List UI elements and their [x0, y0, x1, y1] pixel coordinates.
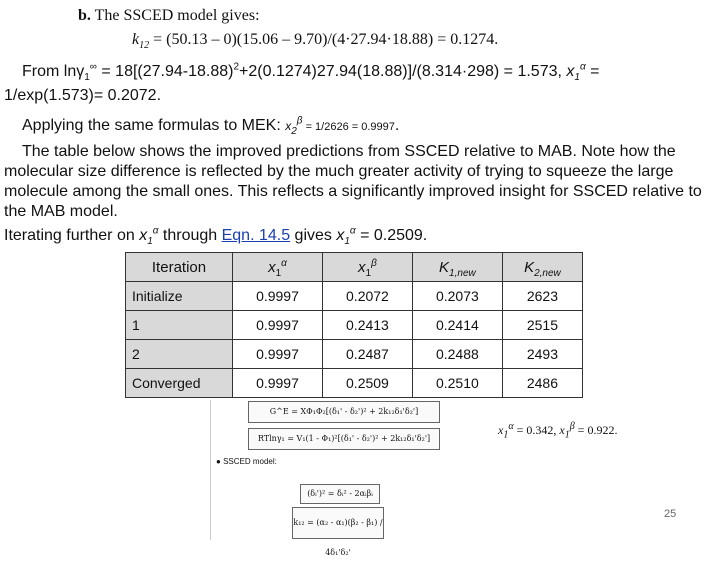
from-sup2: 2 — [233, 61, 240, 73]
k12-equation — [132, 30, 498, 50]
table-cell: 0.2073 — [412, 282, 502, 311]
table-row — [126, 311, 583, 340]
paragraph-line-1: The table below shows the improved predictions from SSCED relative to MAB. Note how the — [22, 143, 676, 160]
from-sup: ∞ — [89, 61, 97, 73]
excess-gibbs-equation: G^E = XΦ₁Φ₂[(δ₁' - δ₂')² + 2k₁₂δ₁'δ₂'] — [248, 401, 440, 423]
iteration-table — [125, 252, 583, 398]
mek-text: Applying the same formulas to MEK: — [22, 117, 286, 134]
mek-x: x — [285, 119, 292, 133]
iterating-line — [4, 226, 427, 246]
gamma-infinity-equation — [22, 62, 599, 82]
paragraph-line-3: molecule among the small ones. This reflects a significantly improved insight for SSCED relative to — [4, 183, 702, 200]
table-cell: 0.9997 — [233, 369, 323, 398]
k12-sub: 12 — [139, 40, 150, 52]
table-cell: 0.9997 — [233, 311, 323, 340]
k12-expression: = (50.13 – 0)(15.06 – 9.70)/(4·27.94·18.88) = 0.1274. — [149, 31, 499, 48]
side-note: $x_1^\alpha = 0.342$, $x_1^\beta = 0.922$. — [498, 421, 618, 441]
exp-result: 1/exp(1.573)= 0.2072. — [4, 87, 162, 104]
header-iteration: Iteration — [126, 253, 233, 282]
table-cell: 0.2509 — [322, 369, 412, 398]
table-cell: 2 — [126, 340, 233, 369]
paragraph-line-2: molecular size difference is reflected by the much greater activity of trying to squeeze the large — [4, 163, 674, 180]
table-cell: 0.2510 — [412, 369, 502, 398]
table-cell: 2486 — [502, 369, 582, 398]
iter-gives: gives — [290, 227, 337, 244]
from-rest: = 18[(27.94-18.88) — [96, 63, 234, 80]
mek-end: . — [394, 117, 400, 134]
paragraph-line-4: the MAB model. — [4, 203, 118, 220]
iter-mid: through — [158, 227, 222, 244]
ssced-model-label — [216, 455, 277, 469]
from-xsup: α — [579, 61, 586, 73]
table-row — [126, 340, 583, 369]
table-row — [126, 369, 583, 398]
header-x1-beta: $x_1^\beta$ — [322, 253, 412, 282]
table-cell: 1 — [126, 311, 233, 340]
iter-x: x — [139, 227, 148, 244]
part-b-text: The SSCED model gives: — [94, 7, 260, 24]
table-row — [126, 282, 583, 311]
header-k1-new: $K_{1,new}$ — [412, 253, 502, 282]
part-b-label: b. — [78, 7, 91, 24]
eqn-14-5-link[interactable]: Eqn. 14.5 — [221, 227, 291, 244]
iter-x2: x — [336, 227, 345, 244]
iter-x2sub: 1 — [344, 236, 350, 248]
ssced-label-text: SSCED model: — [223, 457, 277, 466]
table-cell: 2493 — [502, 340, 582, 369]
from-xsub: 1 — [574, 72, 580, 84]
table-cell: 2623 — [502, 282, 582, 311]
iter-xsub: 1 — [147, 236, 153, 248]
table-cell: 0.2488 — [412, 340, 502, 369]
rt-ln-gamma-equation: RTlnγ₁ = V₁(1 - Φ₁)²[(δ₁' - δ₂')² + 2k₁₂δ₁'δ₂'] — [248, 428, 440, 450]
table-cell: 2515 — [502, 311, 582, 340]
table-header-row — [126, 253, 583, 282]
iter-xsup: α — [152, 225, 159, 237]
from-lead: From lnγ — [22, 63, 85, 80]
iter-x2sup: α — [349, 225, 356, 237]
table-cell: 0.2487 — [322, 340, 412, 369]
table-cell: 0.2414 — [412, 311, 502, 340]
header-x1-alpha: $x_1^\alpha$ — [233, 253, 323, 282]
page-number: 25 — [664, 508, 677, 520]
mek-value: = 1/2626 = 0.9997 — [302, 121, 395, 133]
delta-prime-equation: (δᵢ')² = δᵢ² - 2αᵢβᵢ — [300, 484, 380, 504]
table-cell: 0.2413 — [322, 311, 412, 340]
header-k2-new: $K_{2,new}$ — [502, 253, 582, 282]
k12-formula-equation: k₁₂ = (α₂ - α₁)(β₂ - β₁) / 4δ₁'δ₂' — [292, 507, 384, 539]
table-cell: 0.2072 — [322, 282, 412, 311]
iter-lead: Iterating further on — [4, 227, 140, 244]
from-rest2: +2(0.1274)27.94(18.88)]/(8.314·298) = 1.573, — [239, 63, 567, 80]
mek-line — [22, 116, 399, 137]
table-cell: Initialize — [126, 282, 233, 311]
mek-xsub: 2 — [291, 126, 297, 138]
table-cell: Converged — [126, 369, 233, 398]
part-b-heading — [78, 6, 260, 26]
info-icon: ● — [216, 457, 221, 466]
from-x: x — [566, 63, 575, 80]
mek-xsup: β — [296, 115, 303, 127]
iter-result: = 0.2509. — [355, 227, 428, 244]
k12-symbol: k — [132, 31, 140, 48]
from-sub: 1 — [84, 72, 90, 84]
table-cell: 0.9997 — [233, 282, 323, 311]
table-cell: 0.9997 — [233, 340, 323, 369]
from-eq: = — [585, 63, 600, 80]
